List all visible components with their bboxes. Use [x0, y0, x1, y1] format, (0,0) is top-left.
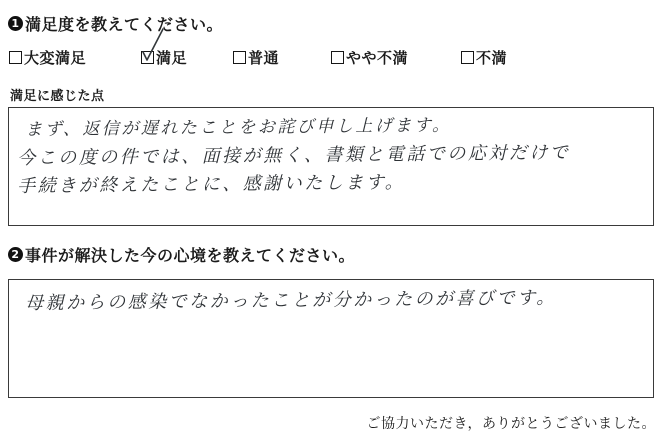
option-futsuu	[233, 47, 279, 68]
question2-title-row	[8, 243, 355, 266]
option-label: 大変満足	[24, 51, 87, 67]
handwritten-line: 母親からの感染でなかったことが分かったのが喜びです。	[25, 287, 557, 314]
question2-number-badge: 2	[8, 247, 23, 262]
handwritten-line: まず、返信が遅れたことをお詫び申し上げます。	[25, 115, 452, 140]
option-label: 普通	[248, 51, 280, 67]
q1-comment-box	[8, 107, 654, 226]
checkbox-icon	[331, 51, 344, 64]
option-label: 不満	[476, 51, 508, 67]
question2-title: 事件が解決した今の心境を教えてください。	[25, 248, 356, 265]
q2-comment-box	[8, 279, 654, 398]
option-label: やや不満	[346, 51, 409, 67]
checkbox-checked-icon	[141, 51, 154, 64]
handwritten-line: 今この度の件では、面接が無く、書類と電話での応対だけで	[17, 142, 571, 169]
option-yaya-fuman	[331, 47, 408, 68]
question1-number-badge: 1	[8, 16, 23, 31]
question1-title-row	[8, 12, 223, 35]
q1-comment-label: 満足に感じた点	[10, 88, 105, 103]
option-fuman	[461, 47, 507, 68]
option-daihen-manzoku	[9, 47, 86, 68]
checkbox-icon	[233, 51, 246, 64]
option-manzoku	[141, 47, 187, 68]
footer-thanks-note: ご協力いただき，ありがとうございました。	[366, 417, 656, 432]
checkbox-icon	[461, 51, 474, 64]
question1-title: 満足度を教えてください。	[25, 17, 224, 34]
option-label: 満足	[156, 51, 188, 67]
handwritten-line: 手続きが終えたことに、感謝いたします。	[17, 171, 406, 197]
checkbox-icon	[9, 51, 22, 64]
